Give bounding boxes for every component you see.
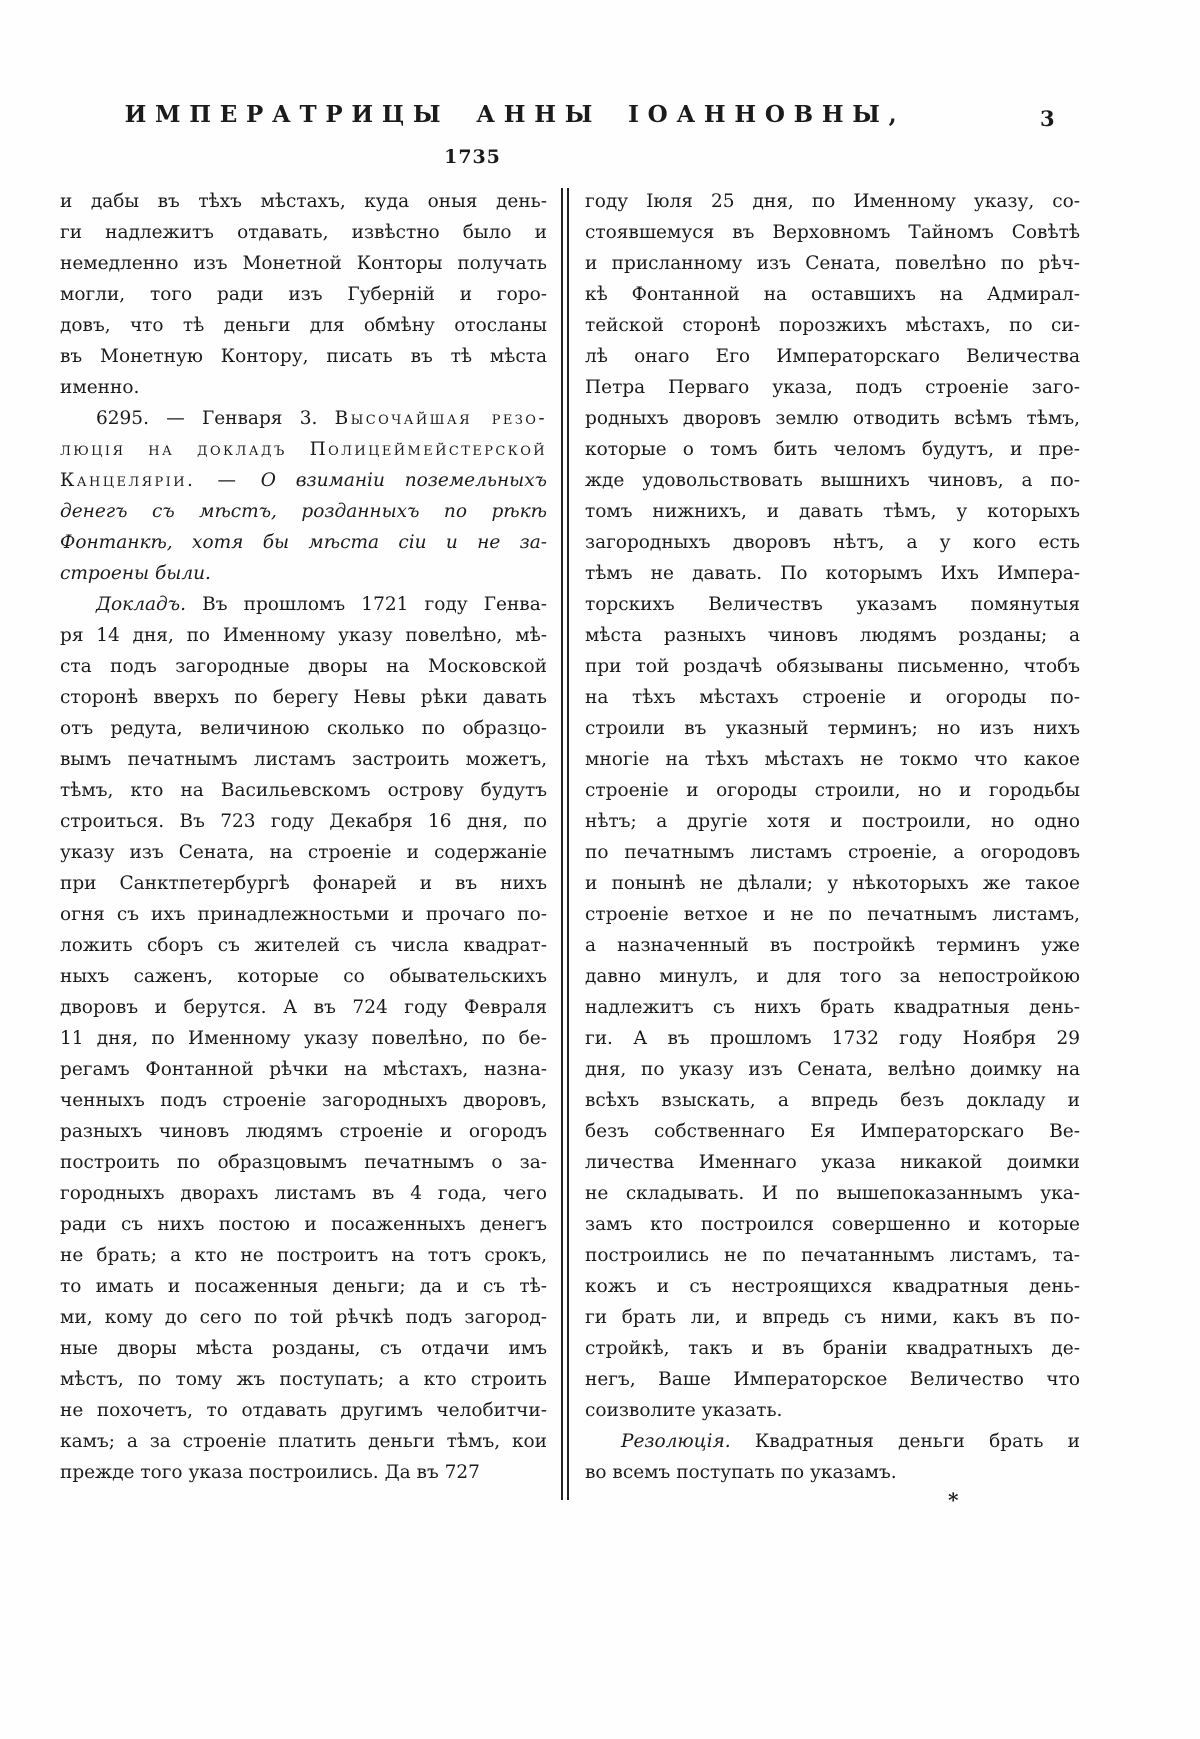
text-line — [60, 1457, 547, 1488]
text-segment: денегъ съ мѣстъ, розданныхъ по рѣкѣ — [60, 501, 547, 522]
text-segment: ми, кому до сего по той рѣчкѣ подъ загород- — [60, 1307, 547, 1328]
text-segment: соизволите указать. — [585, 1400, 783, 1421]
text-line — [585, 1364, 1080, 1395]
text-line — [585, 961, 1080, 992]
text-segment: кожъ и съ нестроящихся квадратныя день- — [585, 1276, 1080, 1297]
text-line — [60, 496, 547, 527]
text-segment: стоявшемуся въ Верховномъ Тайномъ Совѣтѣ — [585, 222, 1080, 243]
text-segment: строеніе и огороды строили, но и городьбы — [585, 780, 1080, 801]
text-segment: разныхъ чиновъ людямъ строеніе и огородъ — [60, 1121, 547, 1142]
text-segment: О взиманіи поземельныхъ — [260, 470, 547, 491]
text-line — [60, 961, 547, 992]
text-line — [585, 713, 1080, 744]
text-line — [60, 1085, 547, 1116]
text-segment: тѣмъ не давать. По которымъ Ихъ Импера- — [585, 563, 1080, 584]
text-line — [585, 806, 1080, 837]
text-line — [585, 186, 1080, 217]
text-line — [585, 248, 1080, 279]
text-segment: не похочетъ, то отдавать другимъ челобитчи- — [60, 1400, 547, 1421]
text-line — [60, 1364, 547, 1395]
text-line — [60, 1178, 547, 1209]
text-line — [585, 1147, 1080, 1178]
year-heading: 1735 — [444, 146, 501, 168]
text-line — [60, 279, 547, 310]
text-segment: регамъ Фонтанной рѣчки на мѣстахъ, назна- — [60, 1059, 547, 1080]
text-segment: огня съ ихъ принадлежностьми и прочаго по- — [60, 904, 547, 925]
text-segment: которые о томъ бить челомъ будутъ, и пре- — [585, 439, 1080, 460]
text-segment: ря 14 дня, по Именному указу повелѣно, мѣ- — [60, 625, 547, 646]
text-segment: Квадратныя деньги брать и — [730, 1431, 1080, 1452]
text-line — [585, 682, 1080, 713]
text-segment: ста подъ загородные дворы на Московской — [60, 656, 547, 677]
text-line — [585, 1023, 1080, 1054]
text-line — [60, 713, 547, 744]
text-segment: отъ редута, величиною сколько по образцо- — [60, 718, 547, 739]
text-line — [585, 279, 1080, 310]
text-segment: ги брать ли, и впредь съ ними, какъ въ по- — [585, 1307, 1080, 1328]
text-line — [585, 620, 1080, 651]
text-segment: дня, по указу изъ Сената, велѣно доимку на — [585, 1059, 1080, 1080]
text-segment: вымъ печатнымъ листамъ застроить можетъ, — [60, 749, 547, 770]
text-line — [60, 620, 547, 651]
text-segment: Петра Перваго указа, подъ строеніе заго- — [585, 377, 1080, 398]
text-segment: сторонѣ вверхъ по берегу Невы рѣки давать — [60, 687, 547, 708]
text-line — [585, 775, 1080, 806]
text-line — [585, 1333, 1080, 1364]
text-segment: не брать; а кто не построитъ на тотъ срокъ, — [60, 1245, 547, 1266]
text-line — [585, 1054, 1080, 1085]
text-segment: ги надлежитъ отдавать, извѣстно было и — [60, 222, 547, 243]
text-line — [585, 372, 1080, 403]
text-line — [60, 558, 547, 589]
text-segment: томъ нижнихъ, и давать тѣмъ, у которыхъ — [585, 501, 1080, 522]
text-line — [60, 372, 547, 403]
text-segment: указу изъ Сената, на строеніе и содержаніе — [60, 842, 547, 863]
text-line — [60, 651, 547, 682]
paragraph — [585, 186, 1080, 1426]
text-segment: торскихъ Величествъ указамъ помянутыя — [585, 594, 1080, 615]
paragraph — [60, 186, 547, 403]
text-segment: довъ, что тѣ деньги для обмѣну отосланы — [60, 315, 547, 336]
text-line — [585, 1209, 1080, 1240]
text-segment: именно. — [60, 377, 140, 398]
text-segment: строиться. Въ 723 году Декабря 16 дня, по — [60, 811, 547, 832]
text-line — [585, 1302, 1080, 1333]
text-line — [60, 1023, 547, 1054]
text-line — [585, 1457, 1080, 1488]
text-line — [60, 930, 547, 961]
text-segment: камъ; а за строеніе платить деньги тѣмъ, кои — [60, 1431, 547, 1452]
text-segment: и присланному изъ Сената, повелѣно по рѣч- — [585, 253, 1080, 274]
text-segment: на тѣхъ мѣстахъ строеніе и огороды по- — [585, 687, 1080, 708]
text-segment: ги. А въ прошломъ 1732 году Ноября 29 — [585, 1028, 1080, 1049]
text-segment: а назначенный въ постройкѣ терминъ уже — [585, 935, 1080, 956]
text-line — [585, 1085, 1080, 1116]
column-divider-rule — [561, 188, 569, 1500]
text-segment: личества Именнаго указа никакой доимки — [585, 1152, 1080, 1173]
text-segment: строеніе ветхое и не по печатнымъ листамъ, — [585, 904, 1080, 925]
text-segment: мѣста разныхъ чиновъ людямъ розданы; а — [585, 625, 1080, 646]
text-line — [60, 186, 547, 217]
text-segment: построились не по печатаннымъ листамъ, та- — [585, 1245, 1080, 1266]
text-segment: дворовъ и берутся. А въ 724 году Февраля — [60, 997, 547, 1018]
text-segment: ради съ нихъ постою и посаженныхъ денегъ — [60, 1214, 547, 1235]
right-column — [585, 186, 1080, 1488]
text-segment: 11 дня, по Именному указу повелѣно, по бе- — [60, 1028, 547, 1049]
paragraph — [60, 403, 547, 589]
text-line — [585, 558, 1080, 589]
text-line — [60, 1395, 547, 1426]
text-line — [60, 744, 547, 775]
page-number: 3 — [1040, 106, 1055, 131]
paragraph — [585, 1426, 1080, 1488]
text-segment: Докладъ. — [96, 594, 186, 615]
text-segment: всѣхъ взыскать, а впредь безъ докладу и — [585, 1090, 1080, 1111]
text-segment: загородныхъ дворовъ нѣтъ, а у кого есть — [585, 532, 1080, 553]
text-segment: жде удовольствовать вышнихъ чиновъ, а по- — [585, 470, 1080, 491]
text-line — [60, 1240, 547, 1271]
text-line — [585, 930, 1080, 961]
text-segment: при той роздачѣ обязываны письменно, чтобъ — [585, 656, 1080, 677]
text-segment: лѣ онаго Его Императорскаго Величества — [585, 346, 1080, 367]
text-segment: безъ собственнаго Ея Императорскаго Ве- — [585, 1121, 1080, 1142]
left-column — [60, 186, 547, 1488]
text-line — [60, 589, 547, 620]
text-line — [585, 496, 1080, 527]
text-segment: давно минулъ, и для того за непостройкою — [585, 966, 1080, 987]
page-title: ИМПЕРАТРИЦЫ АННЫ ІОАННОВНЫ, — [124, 101, 906, 128]
text-line — [60, 1426, 547, 1457]
text-line — [60, 248, 547, 279]
text-segment: то имать и посаженныя деньги; да и съ тѣ- — [60, 1276, 547, 1297]
text-line — [585, 837, 1080, 868]
text-segment: въ Монетную Контору, писать въ тѣ мѣста — [60, 346, 547, 367]
text-line — [60, 341, 547, 372]
text-segment: Резолюція. — [621, 1431, 731, 1452]
text-line — [60, 1054, 547, 1085]
text-segment: многіе на тѣхъ мѣстахъ не токмо что какое — [585, 749, 1080, 770]
text-line — [585, 589, 1080, 620]
text-segment: ченныхъ подъ строеніе загородныхъ дворовъ, — [60, 1090, 547, 1111]
text-segment: родныхъ дворовъ землю отводить всѣмъ тѣмъ, — [585, 408, 1080, 429]
text-line — [585, 403, 1080, 434]
text-line — [60, 1116, 547, 1147]
text-segment: году Іюля 25 дня, по Именному указу, со- — [585, 191, 1080, 212]
text-line — [585, 1116, 1080, 1147]
text-segment: стройкѣ, такъ и въ браніи квадратныхъ де- — [585, 1338, 1080, 1359]
text-segment: надлежитъ съ нихъ брать квадратныя день- — [585, 997, 1080, 1018]
text-segment: тейской сторонѣ порозжихъ мѣстахъ, по си- — [585, 315, 1080, 336]
text-line — [60, 403, 547, 434]
text-segment: немедленно изъ Монетной Конторы получать — [60, 253, 547, 274]
text-line — [60, 1209, 547, 1240]
text-segment: прежде того указа построились. Да въ 727 — [60, 1462, 480, 1483]
text-segment: строены были. — [60, 563, 211, 584]
footnote-asterisk: * — [948, 1488, 959, 1512]
text-line — [60, 310, 547, 341]
text-line — [585, 744, 1080, 775]
text-segment: замъ кто построился совершенно и которые — [585, 1214, 1080, 1235]
text-segment: люція на докладъ Полицеймейстерской — [60, 439, 547, 460]
text-line — [585, 992, 1080, 1023]
text-segment: негъ, Ваше Императорское Величество что — [585, 1369, 1080, 1390]
text-segment: не складывать. И по вышепоказаннымъ ука- — [585, 1183, 1080, 1204]
text-segment: 6295. — Генваря 3. — [96, 408, 335, 429]
text-segment: построить по образцовымъ печатнымъ о за- — [60, 1152, 547, 1173]
text-line — [585, 1426, 1080, 1457]
text-line — [585, 868, 1080, 899]
text-line — [585, 651, 1080, 682]
text-line — [60, 682, 547, 713]
text-segment: нѣтъ; а другіе хотя и построили, но одно — [585, 811, 1080, 832]
text-line — [60, 992, 547, 1023]
text-line — [60, 217, 547, 248]
text-line — [60, 806, 547, 837]
text-line — [585, 434, 1080, 465]
text-line — [60, 465, 547, 496]
text-line — [585, 341, 1080, 372]
text-line — [60, 1333, 547, 1364]
text-line — [60, 1271, 547, 1302]
text-segment: при Санктпетербургѣ фонарей и въ нихъ — [60, 873, 547, 894]
text-line — [585, 1178, 1080, 1209]
text-segment: ложить сборъ съ жителей съ числа квадрат- — [60, 935, 547, 956]
text-segment: мѣстъ, по тому жъ поступать; а кто строить — [60, 1369, 547, 1390]
text-line — [585, 1271, 1080, 1302]
text-segment: городныхъ дворахъ листамъ въ 4 года, чего — [60, 1183, 547, 1204]
text-segment: Въ прошломъ 1721 году Генва- — [185, 594, 547, 615]
text-segment: Высочайшая резо- — [334, 408, 547, 429]
text-line — [60, 775, 547, 806]
text-segment: ные дворы мѣста розданы, съ отдачи имъ — [60, 1338, 547, 1359]
text-segment: Канцеляріи. — — [60, 470, 261, 491]
text-segment: кѣ Фонтанной на оставшихъ на Адмирал- — [585, 284, 1080, 305]
text-line — [60, 899, 547, 930]
text-line — [585, 217, 1080, 248]
text-line — [60, 868, 547, 899]
text-line — [60, 527, 547, 558]
text-line — [60, 434, 547, 465]
text-segment: по печатнымъ листамъ строеніе, а огородовъ — [585, 842, 1080, 863]
text-segment: и понынѣ не дѣлали; у нѣкоторыхъ же такое — [585, 873, 1080, 894]
text-line — [585, 1240, 1080, 1271]
paragraph — [60, 589, 547, 1488]
text-segment: строили въ указный терминъ; но изъ нихъ — [585, 718, 1080, 739]
text-segment: и дабы въ тѣхъ мѣстахъ, куда оныя день- — [60, 191, 547, 212]
text-line — [60, 837, 547, 868]
text-line — [585, 465, 1080, 496]
text-line — [585, 1395, 1080, 1426]
text-segment: во всемъ поступать по указамъ. — [585, 1462, 897, 1483]
text-line — [60, 1147, 547, 1178]
text-line — [585, 899, 1080, 930]
text-line — [60, 1302, 547, 1333]
text-line — [585, 310, 1080, 341]
text-segment: тѣмъ, кто на Васильевскомъ острову будутъ — [60, 780, 547, 801]
text-segment: ныхъ саженъ, которые со обывательскихъ — [60, 966, 547, 987]
text-line — [585, 527, 1080, 558]
text-segment: могли, того ради изъ Губерній и горо- — [60, 284, 547, 305]
text-segment: Фонтанкѣ, хотя бы мѣста сіи и не за- — [60, 532, 547, 553]
